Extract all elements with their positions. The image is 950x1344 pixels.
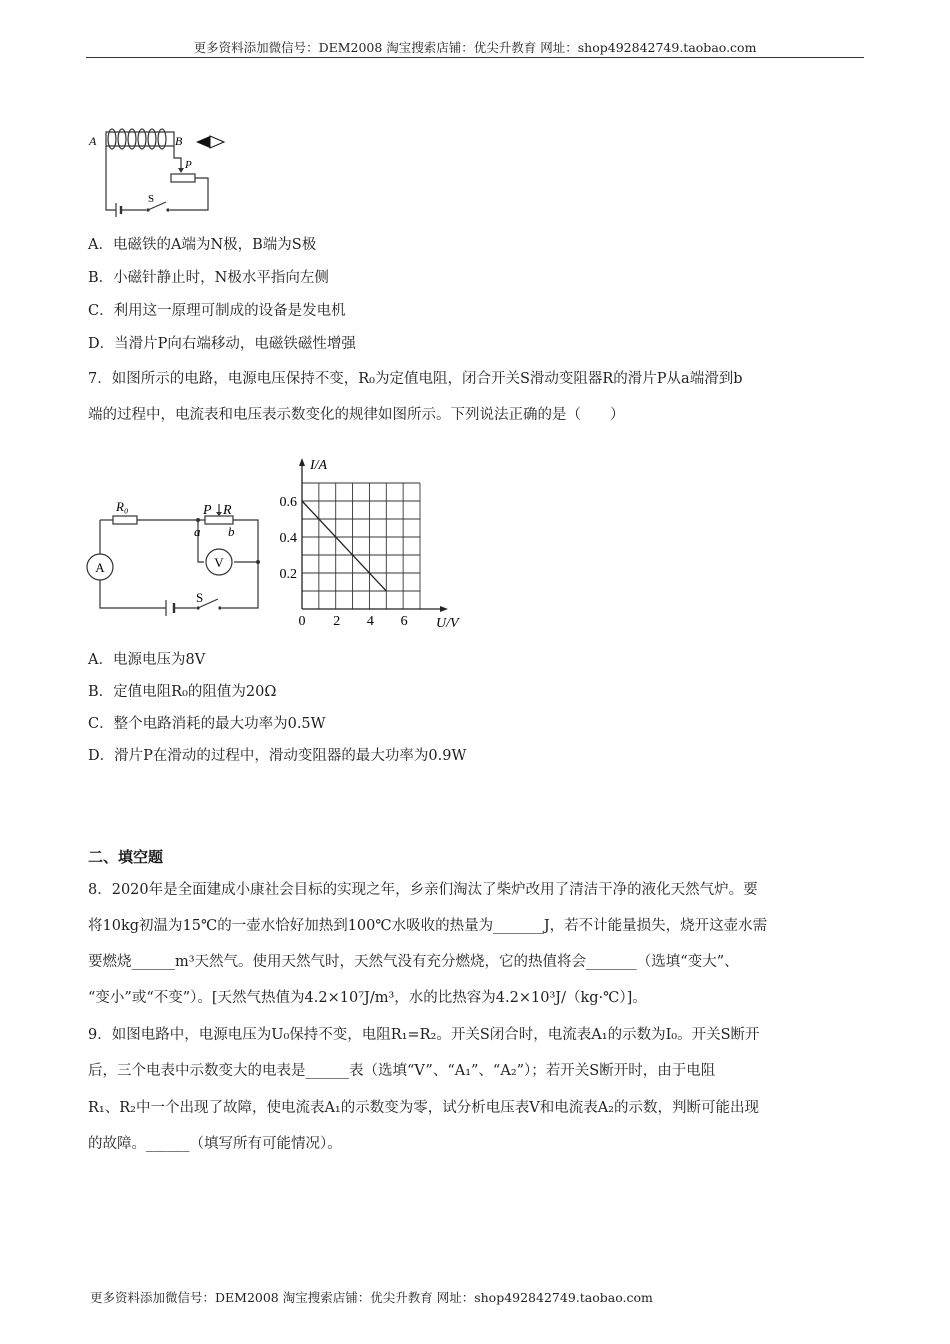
slider-arrow (178, 168, 184, 173)
wire-left (106, 146, 116, 210)
junction-right (256, 560, 260, 564)
x-axis-arrow (440, 606, 448, 612)
label-a: a (194, 524, 201, 539)
chart-xlabel: U/V (436, 616, 459, 631)
label-r0: R₀ (116, 499, 129, 514)
q8-line1: 8．2020年是全面建成小康社会目标的实现之年，乡亲们淘汰了柴炉改用了清洁干净的液化天然气炉。要 (88, 882, 758, 898)
page-footer: 更多资料添加微信号：DEM2008 淘宝搜索店铺：优尖升教育 网址：shop492842749.taobao.com (90, 1290, 653, 1305)
label-p: P (185, 159, 192, 171)
iu-graph (270, 452, 470, 632)
rheostat (171, 174, 195, 182)
chart-series (302, 501, 386, 591)
battery7 (166, 600, 174, 616)
ammeter-label: A (95, 560, 105, 575)
x-tick-label: 6 (400, 614, 408, 629)
x-tick-label: 4 (366, 614, 374, 629)
label-s: S (148, 193, 155, 205)
chart-ylabel: I/A (310, 458, 328, 473)
q8-line2: 将10kg初温为15℃的一壶水恰好加热到100℃水吸收的热量为_______J，若不计能量损失，烧开这壶水需 (88, 918, 768, 934)
junction-left (196, 518, 200, 522)
y-axis-arrow (299, 458, 305, 466)
q8-line3: 要燃烧______m³天然气。使用天然气时，天然气没有充分燃烧，它的热值将会_______（选填“变大”、 (88, 954, 739, 970)
q6-option-b: B．小磁针静止时，N极水平指向左侧 (88, 270, 329, 286)
y-tick-label: 0.4 (279, 531, 297, 546)
label-s7: S (196, 590, 204, 605)
section-title: 二、填空题 (88, 848, 164, 866)
q7-stem-line2: 端的过程中，电流表和电压表示数变化的规律如图所示。下列说法正确的是（ ） (88, 407, 625, 423)
label-p7: P (203, 503, 212, 518)
compass-needle (196, 136, 224, 148)
wire-slider (174, 146, 181, 168)
chart-grid (302, 483, 420, 609)
label-b-end: B (175, 134, 183, 148)
label-r: R (223, 503, 232, 518)
q7-option-d: D．滑片P在滑动的过程中，滑动变阻器的最大功率为0.9W (88, 748, 467, 764)
x-tick-label: 0 (298, 614, 306, 629)
y-tick-label: 0.2 (279, 567, 297, 582)
electromagnet-circuit-figure (86, 122, 246, 222)
series-line (302, 501, 386, 591)
header-divider (86, 57, 864, 58)
q7-circuit-figure (86, 490, 266, 630)
q7-option-a: A．电源电压为8V (88, 652, 206, 668)
q6-option-d: D．当滑片P向右端移动，电磁铁磁性增强 (88, 336, 356, 352)
q9-line1: 9．如图电路中，电源电压为U₀保持不变，电阻R₁=R₂。开关S闭合时，电流表A₁的示数为I₀。开关S断开 (88, 1027, 760, 1043)
chart-axes (299, 458, 448, 612)
q6-option-c: C．利用这一原理可制成的设备是发电机 (88, 303, 346, 319)
x-tick-label: 2 (333, 614, 341, 629)
q9-line3: R₁、R₂中一个出现了故障，使电流表A₁的示数变为零，试分析电压表V和电流表A₂的示数，判断可能出现 (88, 1100, 759, 1116)
q7-option-c: C．整个电路消耗的最大功率为0.5W (88, 716, 326, 732)
q9-line4: 的故障。______（填写所有可能情况）。 (88, 1136, 342, 1152)
battery (116, 203, 121, 217)
q6-option-a: A．电磁铁的A端为N极，B端为S极 (88, 237, 317, 253)
q9-line2: 后，三个电表中示数变大的电表是______表（选填“V”、“A₁”、“A₂”）；若开关S断开时，由于电阻 (88, 1063, 716, 1079)
voltmeter-label: V (214, 555, 224, 570)
q7-stem-line1: 7．如图所示的电路，电源电压保持不变，R₀为定值电阻，闭合开关S滑动变阻器R的滑片P从a端滑到b (88, 371, 743, 387)
y-tick-label: 0.6 (279, 495, 297, 510)
q7-option-b: B．定值电阻R₀的阻值为20Ω (88, 684, 277, 700)
wire-right (170, 178, 208, 210)
resistor-r0 (113, 516, 137, 524)
label-b: b (228, 524, 235, 539)
label-a-end: A (89, 134, 97, 148)
q8-line4: “变小”或“不变”）。[天然气热值为4.2×10⁷J/m³，水的比热容为4.2×10³J/（kg·℃）]。 (88, 990, 647, 1006)
wire-left-bottom (100, 580, 166, 608)
page-header: 更多资料添加微信号：DEM2008 淘宝搜索店铺：优尖升教育 网址：shop492842749.taobao.com (193, 40, 757, 55)
